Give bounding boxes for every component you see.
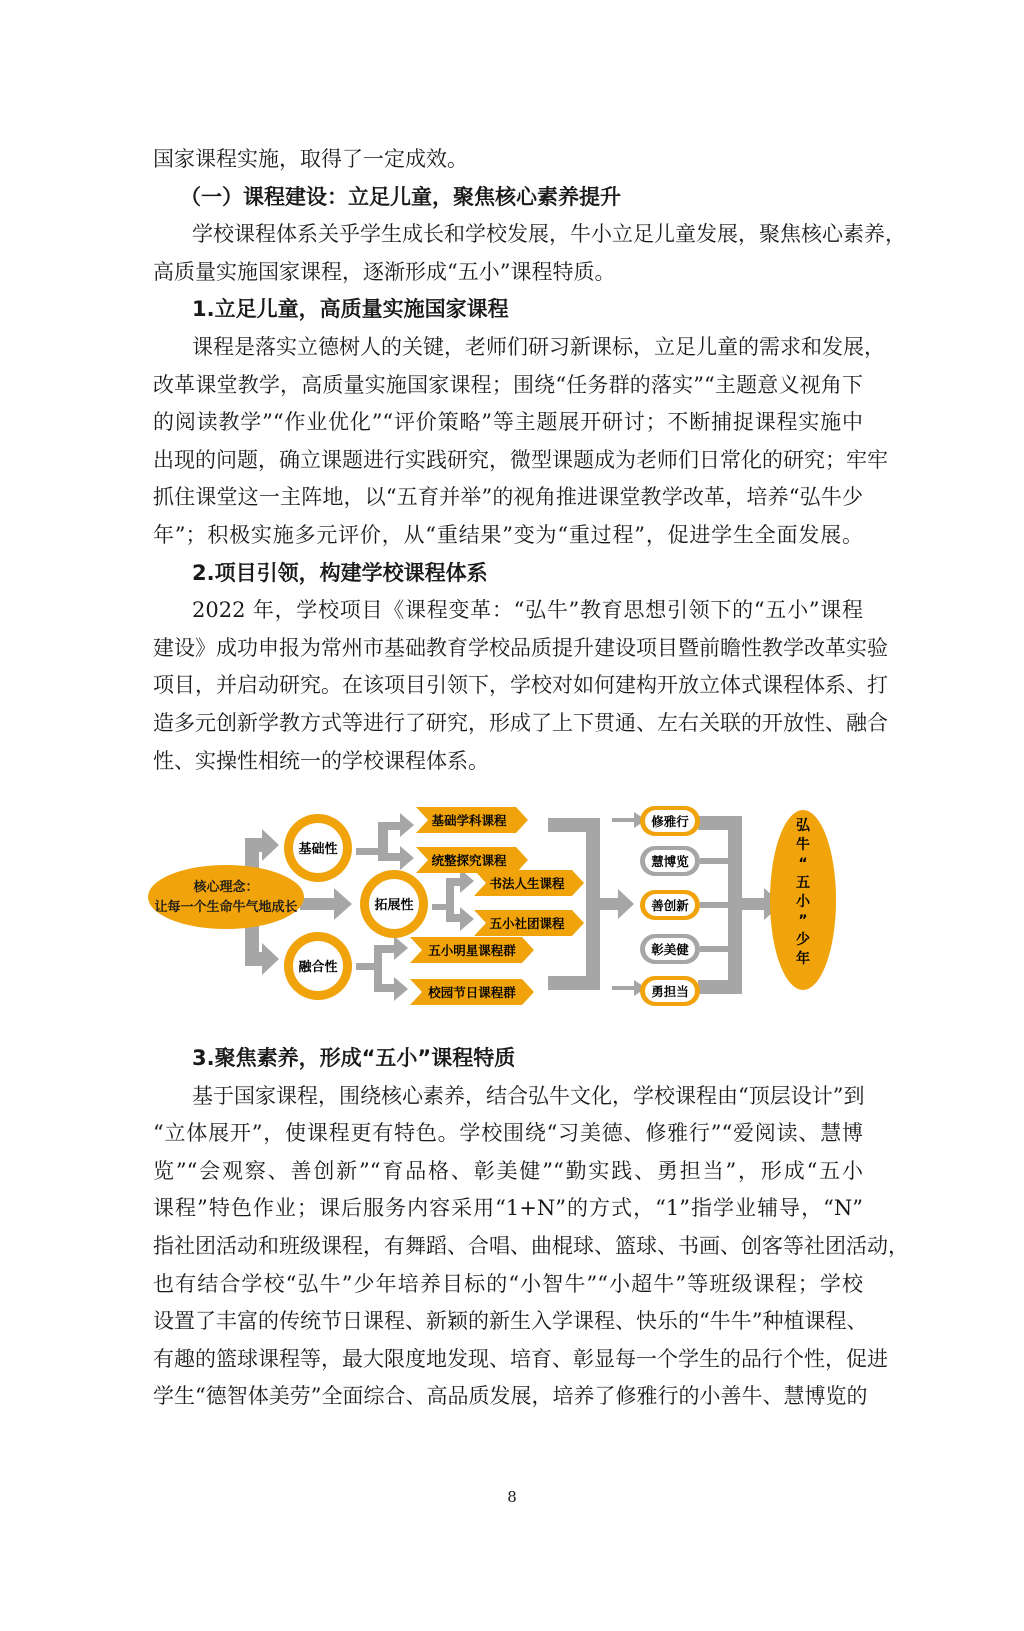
svg-text:统整探究课程: 统整探究课程: [431, 853, 507, 868]
core-line2: 让每一个生命牛气地成长: [154, 900, 298, 915]
top-line: 建设》成功申报为常州市基础教育学校品质提升建设项目暨前瞻性教学改革实验: [153, 635, 888, 660]
quality-4: [640, 934, 700, 964]
top-line: 高质量实施国家课程，逐渐形成“五小”课程特质。: [153, 259, 616, 284]
svg-text:拓展性: 拓展性: [374, 898, 414, 913]
top-line: 1.立足儿童，高质量实施国家课程: [192, 297, 509, 322]
page-number: 8: [507, 1488, 517, 1506]
svg-text:五小明星课程群: 五小明星课程群: [428, 943, 516, 958]
result-char: 弘: [796, 818, 810, 834]
svg-text:五小社团课程: 五小社团课程: [489, 916, 565, 931]
result-char: ”: [798, 913, 808, 929]
bottom-line: 指社团活动和班级课程，有舞蹈、合唱、曲棍球、篮球、书画、创客等社团活动，: [153, 1234, 909, 1258]
bracket-courses: [548, 818, 600, 990]
property-extend: [360, 870, 428, 938]
top-line: 的阅读教学”“作业优化”“评价策略”等主题展开研讨；不断捕捉课程实施中: [153, 410, 863, 435]
svg-text:彰美健: 彰美健: [651, 942, 689, 957]
bottom-line: 基于国家课程，围绕核心素养，结合弘牛文化，学校课程由“顶层设计”到: [192, 1083, 865, 1108]
bottom-line: 览”“会观察、善创新”“育品格、彰美健”“勤实践、勇担当”，形成“五小: [153, 1158, 863, 1183]
core-concept: [148, 865, 304, 929]
result-char: 牛: [796, 837, 810, 853]
course-4: [474, 910, 584, 936]
svg-text:勇担当: 勇担当: [651, 984, 689, 999]
bottom-line: 课程”特色作业；课后服务内容采用“1+N”的方式，“1”指学业辅导，“N”: [153, 1196, 863, 1221]
quality-5: [640, 976, 700, 1006]
property-basic: [284, 814, 352, 882]
top-line: 抓住课堂这一主阵地，以“五育并举”的视角推进课堂教学改革，培养“弘牛少: [153, 485, 863, 510]
top-line: 造多元创新学教方式等进行了研究，形成了上下贯通、左右关联的开放性、融合: [153, 711, 888, 735]
svg-text:融合性: 融合性: [298, 960, 338, 975]
course-1: [416, 807, 528, 833]
svg-text:慧博览: 慧博览: [651, 854, 689, 869]
quality-1: [640, 806, 700, 836]
bottom-line: 有趣的篮球课程等，最大限度地发现、培育、彰显每一个学生的品行个性，促进: [153, 1346, 888, 1371]
bottom-line: 3.聚焦素养，形成“五小”课程特质: [192, 1046, 516, 1070]
arrow-core-to-extend: [300, 888, 352, 920]
quality-3: [640, 890, 700, 920]
svg-text:书法人生课程: 书法人生课程: [489, 876, 565, 891]
top-line: 国家课程实施，取得了一定成效。: [153, 147, 468, 171]
top-line: 学校课程体系关乎学生成长和学校发展，牛小立足儿童发展，聚焦核心素养，: [192, 222, 906, 247]
top-line: 项目，并启动研究。在该项目引领下，学校对如何建构开放立体式课程体系、打: [153, 673, 888, 698]
result-char: “: [798, 856, 808, 872]
arrow-courses-to-qualities: [600, 889, 634, 919]
svg-text:善创新: 善创新: [651, 898, 689, 913]
top-line: 课程是落实立德树人的关键，老师们研习新课标，立足儿童的需求和发展，: [192, 335, 885, 359]
result-ellipse: [770, 810, 836, 990]
course-5: [410, 937, 534, 963]
result-char: 小: [796, 894, 810, 910]
property-merge: [284, 932, 352, 1000]
top-line: 年”；积极实施多元评价，从“重结果”变为“重过程”，促进学生全面发展。: [153, 523, 863, 547]
result-char: 年: [796, 951, 810, 967]
arrow-merge-to-courses: [356, 936, 408, 1001]
course-6: [410, 979, 534, 1005]
result-char: 少: [796, 932, 810, 948]
result-char: 五: [796, 875, 810, 891]
svg-text:校园节日课程群: 校园节日课程群: [428, 985, 516, 1000]
top-line: 2022 年，学校项目《课程变革：“弘牛”教育思想引领下的“五小”课程: [192, 598, 863, 623]
top-line: 改革课堂教学，高质量实施国家课程；围绕“任务群的落实”“主题意义视角下: [153, 372, 863, 397]
bottom-line: 学生“德智体美劳”全面综合、高品质发展，培养了修雅行的小善牛、慧博览的: [153, 1384, 868, 1409]
arrow-extend-to-courses: [432, 869, 474, 931]
top-line: （一）课程建设：立足儿童，聚焦核心素养提升: [180, 184, 621, 209]
top-line: 性、实操性相统一的学校课程体系。: [153, 748, 489, 773]
bottom-line: 也有结合学校“弘牛”少年培养目标的“小智牛”“小超牛”等班级课程；学校: [153, 1271, 863, 1296]
quality-2: [640, 846, 700, 876]
course-3: [474, 870, 584, 896]
course-2: [416, 847, 528, 873]
top-line: 出现的问题，确立课题进行实践研究，微型课题成为老师们日常化的研究；牢牢: [153, 447, 888, 472]
svg-text:基础性: 基础性: [298, 842, 338, 857]
bottom-line: 设置了丰富的传统节日课程、新颖的新生入学课程、快乐的“牛牛”种植课程、: [153, 1309, 868, 1334]
arrow-basic-to-courses: [356, 813, 414, 870]
svg-text:修雅行: 修雅行: [651, 814, 689, 829]
svg-text:基础学科课程: 基础学科课程: [431, 813, 507, 828]
arrow-core-to-merge: [245, 925, 279, 975]
core-line1: 核心理念：: [193, 880, 259, 895]
bottom-line: “立体展开”，使课程更有特色。学校围绕“习美德、修雅行”“爱阅读、慧博: [153, 1121, 863, 1146]
top-line: 2.项目引领，构建学校课程体系: [192, 560, 488, 585]
